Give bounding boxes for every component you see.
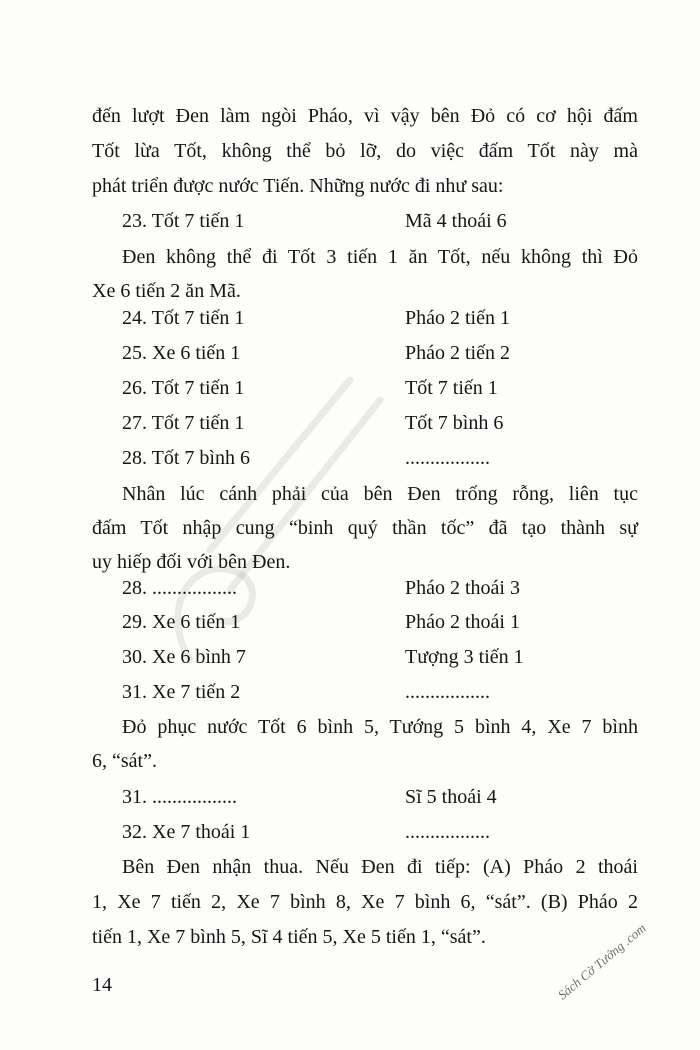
move-black: Sĩ 5 thoái 4: [405, 786, 497, 808]
paragraph-line: uy hiếp đối với bên Đen.: [92, 551, 291, 573]
move-red: 23. Tốt 7 tiến 1: [122, 210, 245, 232]
move-black: .................: [405, 821, 490, 843]
move-black: Tốt 7 bình 6: [405, 412, 504, 434]
move-black: Tốt 7 tiến 1: [405, 377, 498, 399]
paragraph-line: phát triển được nước Tiến. Những nước đi như sau:: [92, 175, 504, 197]
paragraph-line: Tốt lừa Tốt, không thể bỏ lỡ, do việc đấm Tốt này mà: [92, 140, 638, 162]
move-black: Pháo 2 thoái 1: [405, 611, 520, 633]
move-red: 31. .................: [122, 786, 237, 808]
move-red: 30. Xe 6 bình 7: [122, 646, 246, 668]
page-number: 14: [92, 974, 112, 996]
paragraph-line: 6, “sát”.: [92, 750, 157, 772]
move-black: Pháo 2 tiến 1: [405, 307, 510, 329]
move-red: 28. .................: [122, 577, 237, 599]
paragraph-line: đến lượt Đen làm ngòi Pháo, vì vậy bên Đỏ có cơ hội đấm: [92, 105, 638, 127]
move-black: .................: [405, 681, 490, 703]
move-black: Pháo 2 thoái 3: [405, 577, 520, 599]
move-red: 29. Xe 6 tiến 1: [122, 611, 241, 633]
move-red: 24. Tốt 7 tiến 1: [122, 307, 245, 329]
paragraph-line: Xe 6 tiến 2 ăn Mã.: [92, 280, 241, 302]
paragraph-line: 1, Xe 7 tiến 2, Xe 7 bình 8, Xe 7 bình 6, “sát”. (B) Pháo 2: [92, 891, 638, 913]
paragraph-line: tiến 1, Xe 7 bình 5, Sĩ 4 tiến 5, Xe 5 tiến 1, “sát”.: [92, 926, 486, 948]
watermark-corner: Sách Cờ Tướng .com: [554, 920, 649, 1003]
move-black: Mã 4 thoái 6: [405, 210, 507, 232]
paragraph-line: đấm Tốt nhập cung “binh quý thần tốc” đã tạo thành sự: [92, 517, 638, 539]
paragraph-line: Nhân lúc cánh phải của bên Đen trống rỗng, liên tục: [122, 483, 638, 505]
move-black: Tượng 3 tiến 1: [405, 646, 524, 668]
paragraph-line: Đỏ phục nước Tốt 6 bình 5, Tướng 5 bình 4, Xe 7 bình: [122, 716, 638, 738]
move-red: 32. Xe 7 thoái 1: [122, 821, 251, 843]
move-red: 25. Xe 6 tiến 1: [122, 342, 241, 364]
paragraph-line: Đen không thể đi Tốt 3 tiến 1 ăn Tốt, nếu không thì Đỏ: [122, 246, 638, 268]
move-red: 27. Tốt 7 tiến 1: [122, 412, 245, 434]
move-red: 28. Tốt 7 bình 6: [122, 447, 250, 469]
move-red: 26. Tốt 7 tiến 1: [122, 377, 245, 399]
move-red: 31. Xe 7 tiến 2: [122, 681, 241, 703]
move-black: .................: [405, 447, 490, 469]
paragraph-line: Bên Đen nhận thua. Nếu Đen đi tiếp: (A) Pháo 2 thoái: [122, 856, 638, 878]
move-black: Pháo 2 tiến 2: [405, 342, 510, 364]
